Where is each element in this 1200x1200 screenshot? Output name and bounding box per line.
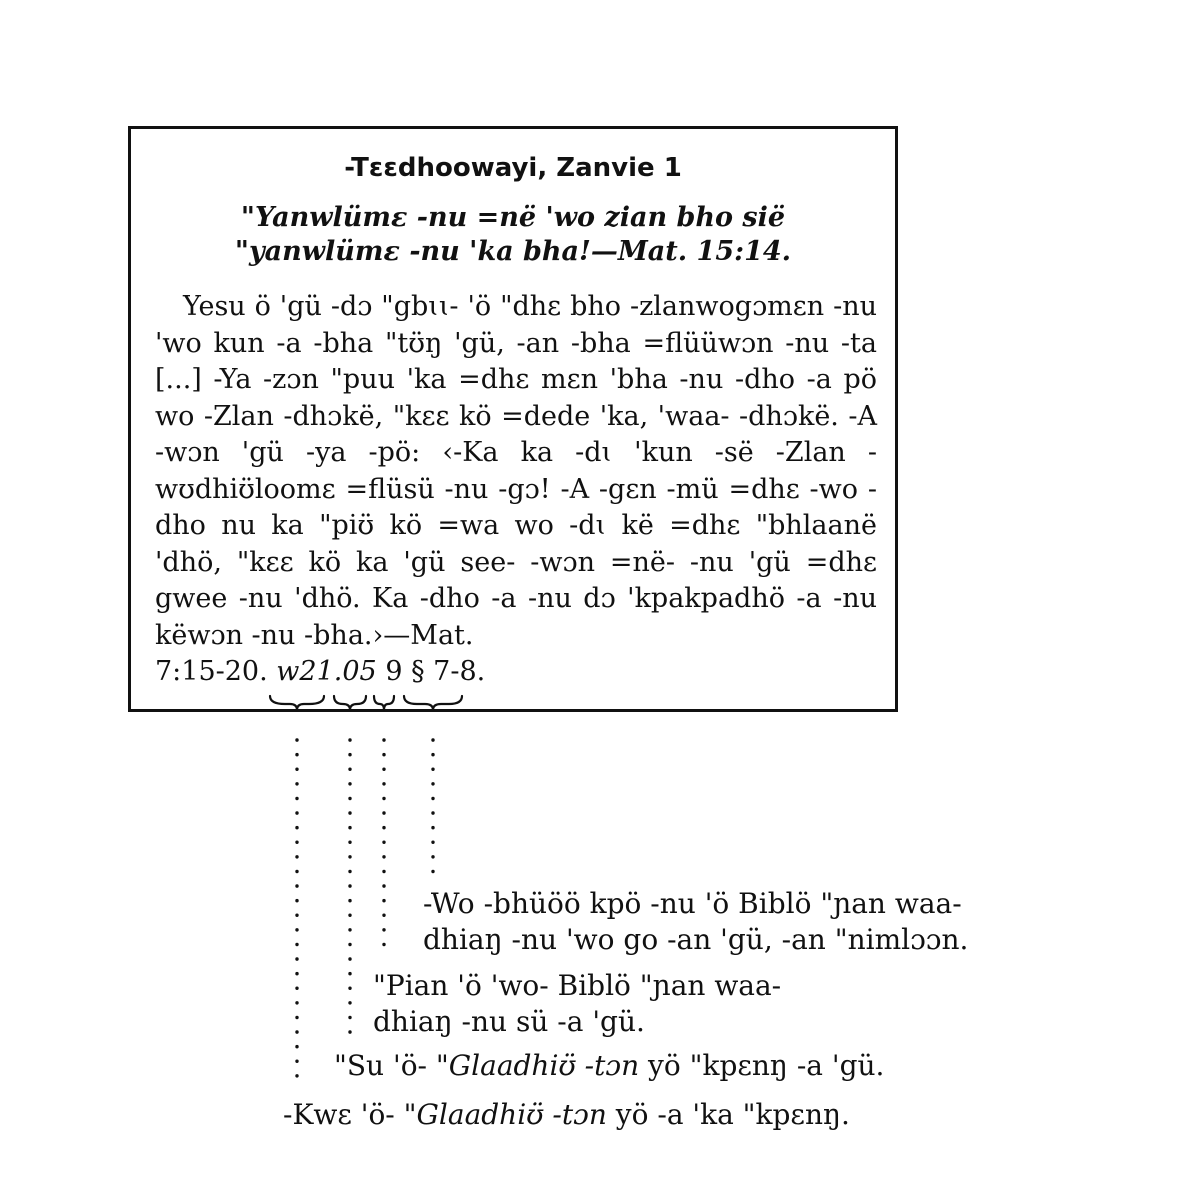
- callout-paragraph: [423, 886, 968, 958]
- callout-publication: [283, 1097, 850, 1133]
- scripture-line-2: "yanwlümɛ -nu 'ka bha!—Mat. 15:14.: [234, 236, 792, 267]
- callout-page-line-2: dhiaŋ -nu sü -a 'gü.: [373, 1005, 645, 1038]
- brace-paragraph: [404, 696, 462, 710]
- callout-page-line-1: "Pian 'ö 'wo- Biblö "ɲan waa-: [373, 969, 782, 1002]
- callout-issue-title: "Glaadhiʊ̈ -tɔn: [435, 1049, 640, 1082]
- callout-publication-pre: -Kwɛ 'ö-: [283, 1098, 404, 1131]
- verse-citation: 7:15-20.: [155, 656, 268, 687]
- callout-publication-title: "Glaadhiʊ̈ -tɔn: [403, 1098, 607, 1131]
- issue-code: 05: [342, 656, 377, 687]
- paragraph-number: § 7-8.: [411, 656, 486, 687]
- scripture-line-1: "Yanwlümɛ -nu =në 'wo zian bho sië: [240, 202, 786, 233]
- page-number: 9: [385, 656, 403, 687]
- publication-code: w21.: [276, 656, 343, 687]
- callout-paragraph-line-2: dhiaŋ -nu 'wo go -an 'gü, -an "nimlɔɔn.: [423, 923, 969, 956]
- comment-paragraph: Yesu ö 'gü -dɔ "gbɩɩ- 'ö "dhɛ bho -zlanwogɔmɛn -nu 'wo kun -a -bha "tʊ̈ŋ 'gü, -an -bha =flüüwɔn -nu -ta [...] -Ya -zɔn "puu 'ka =dhɛ mɛn 'bha -nu -dho -a pö wo -Zlan -dhɔkë, "kɛɛ kö =dede 'ka, 'waa- -dhɔkë. -A -wɔn 'gü -ya -pö: ‹-Ka ka -dɩ 'kun -së -Zlan -wʊdhiʊ̈loomɛ =flüsü -nu -gɔ! -A -gɛn -mü =dhɛ -wo -dho nu ka "piʊ̈ kö =wa wo -dɩ kë =dhɛ "bhlaanë 'dhö, "kɛɛ kö ka 'gü see- -wɔn =në- -nu 'gü =dhɛ gwee -nu 'dhö. Ka -dho -a -nu dɔ 'kpakpadhö -a -nu këwɔn -nu -bha.›—Mat.: [155, 291, 877, 651]
- callout-publication-post: yö -a 'ka "kpɛnŋ.: [606, 1098, 850, 1131]
- callout-issue: [334, 1048, 884, 1084]
- date-heading: -Tɛɛdhoowayi, Zanvie 1: [344, 153, 682, 183]
- callout-page: [373, 968, 781, 1040]
- callout-paragraph-line-1: -Wo -bhüöö kpö -nu 'ö Biblö "ɲan waa-: [423, 887, 962, 920]
- brace-issue: [334, 696, 366, 710]
- brace-page: [374, 696, 394, 710]
- brace-publication: [270, 696, 324, 710]
- callout-issue-pre: "Su 'ö-: [334, 1049, 436, 1082]
- callout-issue-post: yö "kpɛnŋ -a 'gü.: [639, 1049, 885, 1082]
